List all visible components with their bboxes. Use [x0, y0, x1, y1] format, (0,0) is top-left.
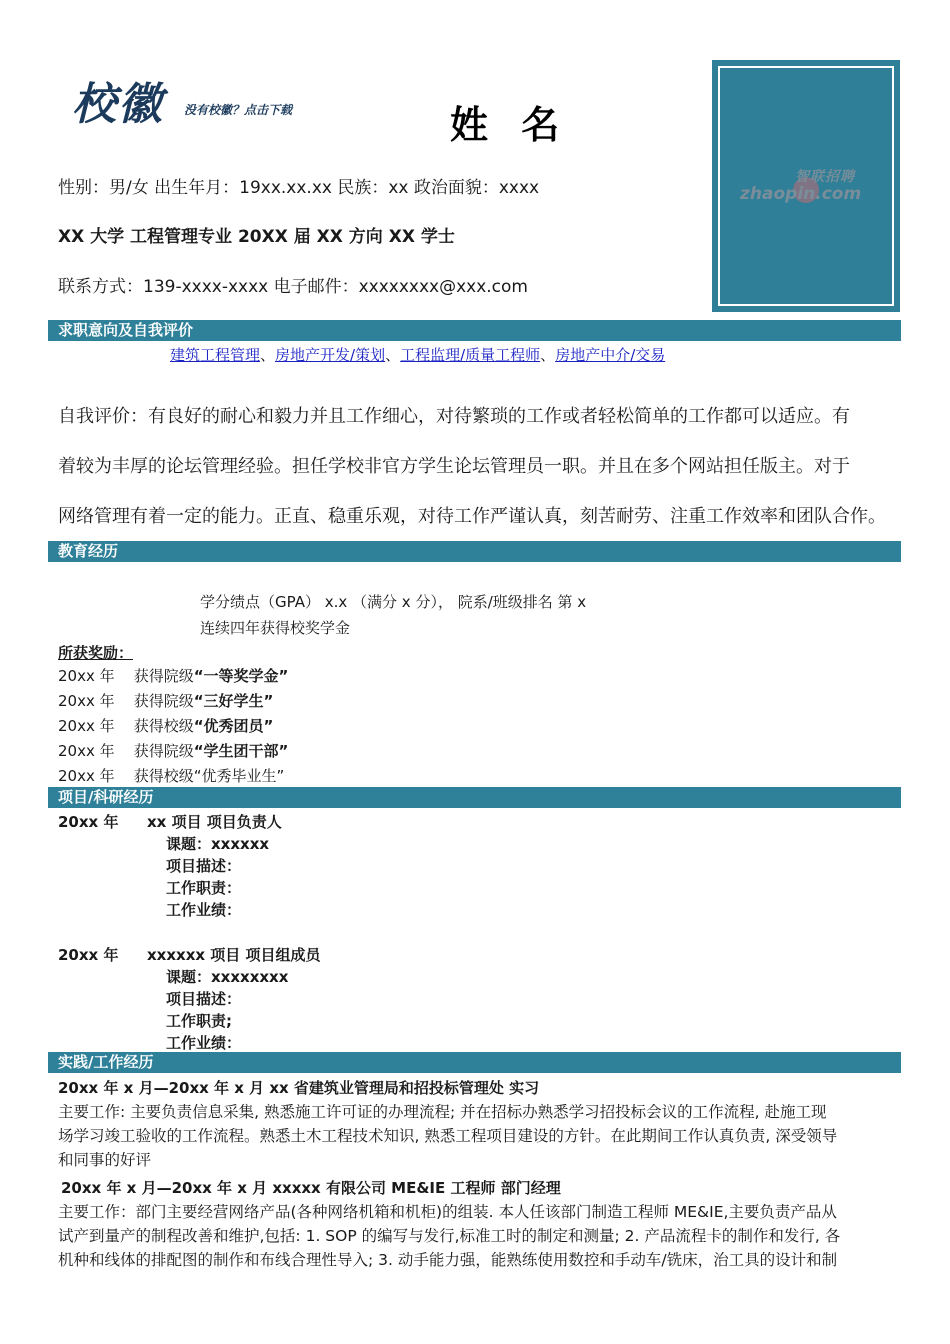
award-prefix: 获得校级: [133, 717, 194, 735]
project-title: xx 项目 项目负责人: [147, 813, 282, 831]
project-result: 工作业绩：: [166, 1034, 242, 1052]
project-year: 20xx 年: [58, 813, 119, 831]
award-item: [58, 690, 273, 711]
job-link-3[interactable]: 工程监理/质量工程师: [400, 346, 541, 364]
work-line: 和同事的好评: [58, 1151, 152, 1169]
awards-title: 所获奖励：: [58, 644, 134, 662]
work-line: 主要工作：部门主要经营网络产品(各种网络机箱和机柜)的组装. 本人任该部门制造工程师 ME&IE,主要负责产品从: [58, 1203, 837, 1221]
award-name: “优秀团员”: [193, 717, 274, 735]
award-item: [58, 665, 288, 686]
award-year: 20xx 年: [58, 717, 115, 735]
project-desc: 项目描述：: [166, 990, 242, 1008]
self-eval-line: 网络管理有着一定的能力。正直、稳重乐观，对待工作严谨认真，刻苦耐劳、注重工作效率和团队合作。: [58, 506, 886, 527]
job-link-2[interactable]: 房地产开发/策划: [275, 346, 386, 364]
award-prefix: 获得院级: [133, 667, 194, 685]
award-prefix: 获得校级: [133, 767, 194, 785]
watermark-en: zhaopin.com: [740, 184, 862, 204]
candidate-name: 姓 名: [450, 103, 570, 147]
project-topic: 课题：xxxxxxxx: [166, 968, 289, 986]
photo-placeholder[interactable]: [712, 60, 900, 312]
school-logo: 校徽: [72, 79, 164, 130]
project-duty: 工作职责;: [166, 1012, 232, 1030]
job-targets: [170, 344, 665, 365]
separator: 、: [540, 346, 556, 364]
work-line: 试产到量产的制程改善和维护,包括: 1. SOP 的编写与发行,标准工时的制定和测量; 2. 产品流程卡的制作和发行, 各: [58, 1227, 841, 1245]
work-line: 场学习竣工验收的工作流程。熟悉土木工程技术知识, 熟悉工程项目建设的方针。在此期间工作认真负责, 深受领导: [58, 1127, 838, 1145]
work-description: [58, 1100, 900, 1172]
project-result: 工作业绩：: [166, 901, 242, 919]
separator: 、: [385, 346, 401, 364]
award-year: 20xx 年: [58, 742, 115, 760]
project-year: 20xx 年: [58, 946, 119, 964]
award-name: “优秀毕业生”: [193, 767, 285, 785]
work-line: 机种和线体的排配图的制作和布线合理性导入; 3. 动手能力强，能熟练使用数控和手动车/铣床，治工具的设计和制: [58, 1251, 838, 1269]
job-link-4[interactable]: 房地产中介/交易: [555, 346, 666, 364]
award-name: “三好学生”: [193, 692, 274, 710]
work-line: 主要工作: 主要负责信息采集, 熟悉施工许可证的办理流程; 并在招标办熟悉学习招投标会议的工作流程, 赴施工现: [58, 1103, 827, 1121]
separator: 、: [260, 346, 276, 364]
award-prefix: 获得院级: [133, 742, 194, 760]
contact-info: 联系方式：139-xxxx-xxxx 电子邮件：xxxxxxxx@xxx.com: [58, 277, 528, 297]
self-evaluation: [58, 392, 900, 542]
project-topic: 课题：xxxxxx: [166, 835, 270, 853]
watermark-cn: 智联招聘: [795, 169, 855, 185]
award-item: [58, 715, 273, 736]
basic-info: 性别：男/女 出生年月：19xx.xx.xx 民族：xx 政治面貌：xxxx: [58, 178, 540, 198]
award-name: “一等奖学金”: [193, 667, 289, 685]
award-year: 20xx 年: [58, 767, 115, 785]
award-name: “学生团干部”: [193, 742, 289, 760]
project-desc: 项目描述：: [166, 857, 242, 875]
work-description: [58, 1200, 900, 1272]
logo-download-link[interactable]: 没有校徽？点击下载: [184, 103, 293, 117]
award-prefix: 获得院级: [133, 692, 194, 710]
work-header: 20xx 年 x 月—20xx 年 x 月 xxxxx 有限公司 ME&IE 工程师 部门经理: [61, 1179, 561, 1197]
section-projects: 项目/科研经历: [48, 787, 901, 808]
section-work: 实践/工作经历: [48, 1052, 901, 1073]
section-objective: 求职意向及自我评价: [48, 320, 901, 341]
project-title: xxxxxx 项目 项目组成员: [147, 946, 321, 964]
self-eval-line: 自我评价：有良好的耐心和毅力并且工作细心，对待繁琐的工作或者轻松简单的工作都可以适应。有: [58, 406, 850, 427]
education-summary: XX 大学 工程管理专业 20XX 届 XX 方向 XX 学士: [58, 227, 455, 247]
section-education: 教育经历: [48, 541, 901, 562]
job-link-1[interactable]: 建筑工程管理: [170, 346, 261, 364]
gpa-line: 学分绩点（GPA） x.x （满分 x 分）， 院系/班级排名 第 x: [200, 593, 587, 611]
scholarship-line: 连续四年获得校奖学金: [200, 619, 351, 637]
work-header: 20xx 年 x 月—20xx 年 x 月 xx 省建筑业管理局和招投标管理处 实习: [58, 1079, 540, 1097]
award-year: 20xx 年: [58, 667, 115, 685]
award-year: 20xx 年: [58, 692, 115, 710]
project-duty: 工作职责：: [166, 879, 242, 897]
award-item: [58, 740, 288, 761]
award-item: [58, 765, 284, 786]
self-eval-line: 着较为丰厚的论坛管理经验。担任学校非官方学生论坛管理员一职。并且在多个网站担任版主。对于: [58, 456, 850, 477]
